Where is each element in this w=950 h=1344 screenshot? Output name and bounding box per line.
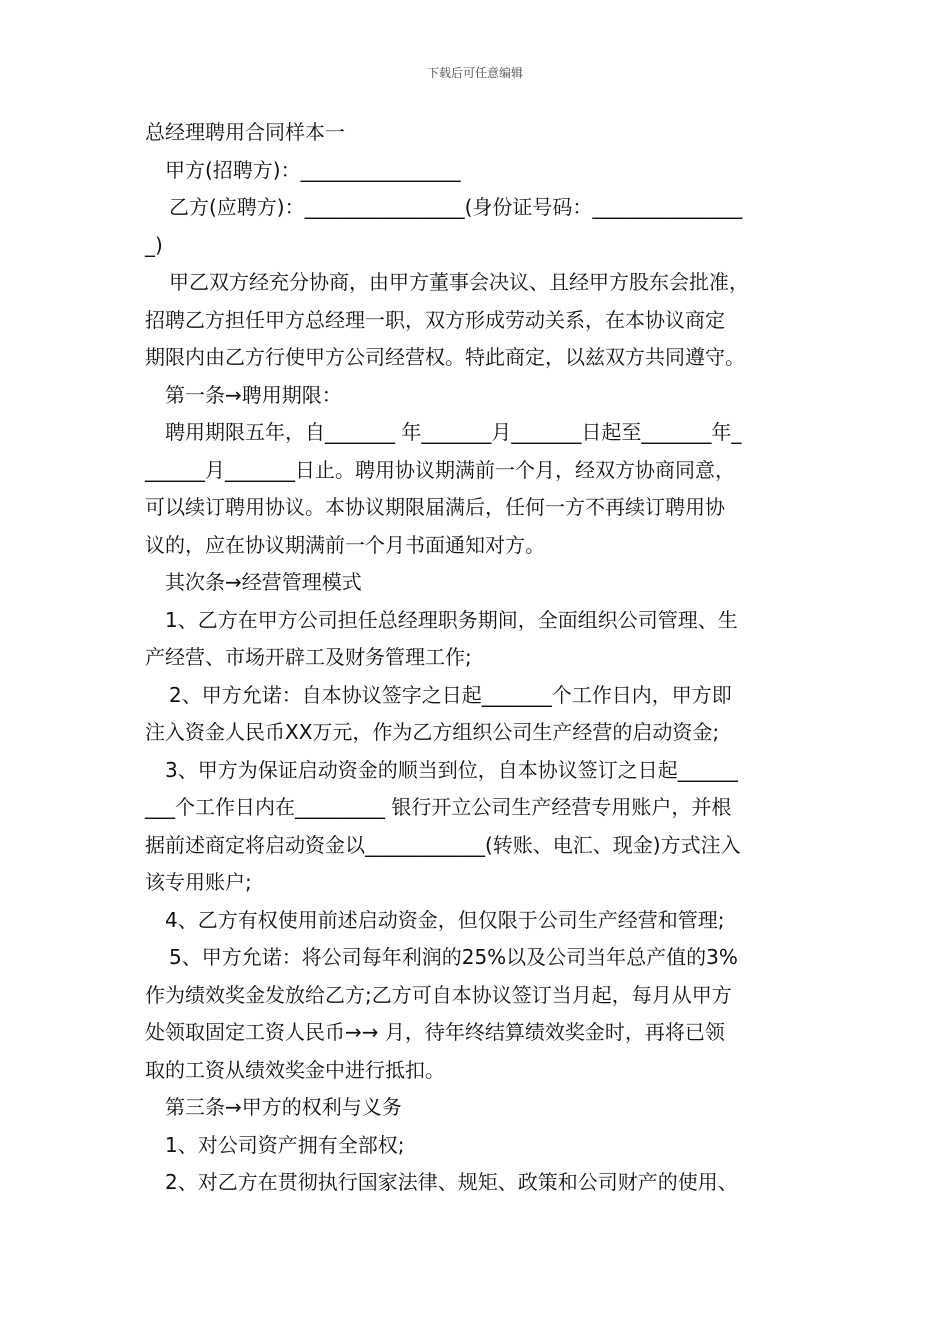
section-heading: 其次条→经营管理模式 bbox=[165, 570, 362, 594]
text-line: 产经营、市场开辟工及财务管理工作; bbox=[145, 645, 472, 669]
text-line: 1、对公司资产拥有全部权; bbox=[165, 1132, 405, 1157]
text-line: 聘用期限五年，自_______ 年_______月_______日起至_______年_ bbox=[165, 420, 742, 444]
text-line: _) bbox=[145, 232, 163, 257]
party-a-line: 甲方(招聘方)：________________ bbox=[165, 157, 461, 182]
text-line: 3、甲方为保证启动资金的顺当到位，自本协议签订之日起______ bbox=[165, 757, 738, 782]
text-line: 注入资金人民币XX万元，作为乙方组织公司生产经营的启动资金; bbox=[145, 720, 720, 744]
document-title: 总经理聘用合同样本一 bbox=[145, 120, 345, 144]
text-line: 作为绩效奖金发放给乙方;乙方可自本协议签订当月起，每月从甲方 bbox=[145, 982, 732, 1007]
text-line: 1、乙方在甲方公司担任总经理职务期间，全面组织公司管理、生 bbox=[165, 607, 738, 632]
text-line: 期限内由乙方行使甲方公司经营权。特此商定，以兹双方共同遵守。 bbox=[145, 345, 745, 369]
text-line: 可以续订聘用协议。本协议期限届满后，任何一方不再续订聘用协 bbox=[145, 495, 725, 519]
text-line: 甲乙双方经充分协商，由甲方董事会决议、且经甲方股东会批准， bbox=[169, 270, 749, 294]
text-line: 4、乙方有权使用前述启动资金，但仅限于公司生产经营和管理; bbox=[165, 907, 725, 932]
text-line: ___个工作日内在_________ 银行开立公司生产经营专用账户，并根 bbox=[145, 795, 732, 819]
contract-body bbox=[145, 114, 810, 1202]
text-line: 取的工资从绩效奖金中进行抵扣。 bbox=[145, 1057, 445, 1082]
text-line: 招聘乙方担任甲方总经理一职，双方形成劳动关系，在本协议商定 bbox=[145, 307, 725, 332]
text-line: ______月_______日止。聘用协议期满前一个月，经双方协商同意， bbox=[145, 457, 735, 482]
page-header-note: 下载后可任意编辑 bbox=[426, 66, 523, 80]
text-line: 处领取固定工资人民币→→ 月，待年终结算绩效奖金时，再将已领 bbox=[145, 1020, 725, 1044]
section-heading: 第三条→甲方的权利与义务 bbox=[165, 1095, 402, 1119]
text-line: 2、甲方允诺：自本协议签字之日起_______个工作日内，甲方即 bbox=[169, 682, 732, 707]
section-heading: 第一条→聘用期限： bbox=[165, 382, 342, 407]
party-b-line: 乙方(应聘方)：________________(身份证号码：_______________ bbox=[169, 195, 743, 219]
text-line: 2、对乙方在贯彻执行国家法律、规矩、政策和公司财产的使用、 bbox=[165, 1170, 738, 1194]
text-line: 议的，应在协议期满前一个月书面通知对方。 bbox=[145, 532, 545, 557]
text-line: 该专用账户; bbox=[145, 870, 252, 894]
text-line: 5、甲方允诺：将公司每年利润的25%以及公司当年总产值的3% bbox=[169, 945, 738, 969]
text-line: 据前述商定将启动资金以____________(转账、电汇、现金)方式注入 bbox=[145, 832, 741, 857]
